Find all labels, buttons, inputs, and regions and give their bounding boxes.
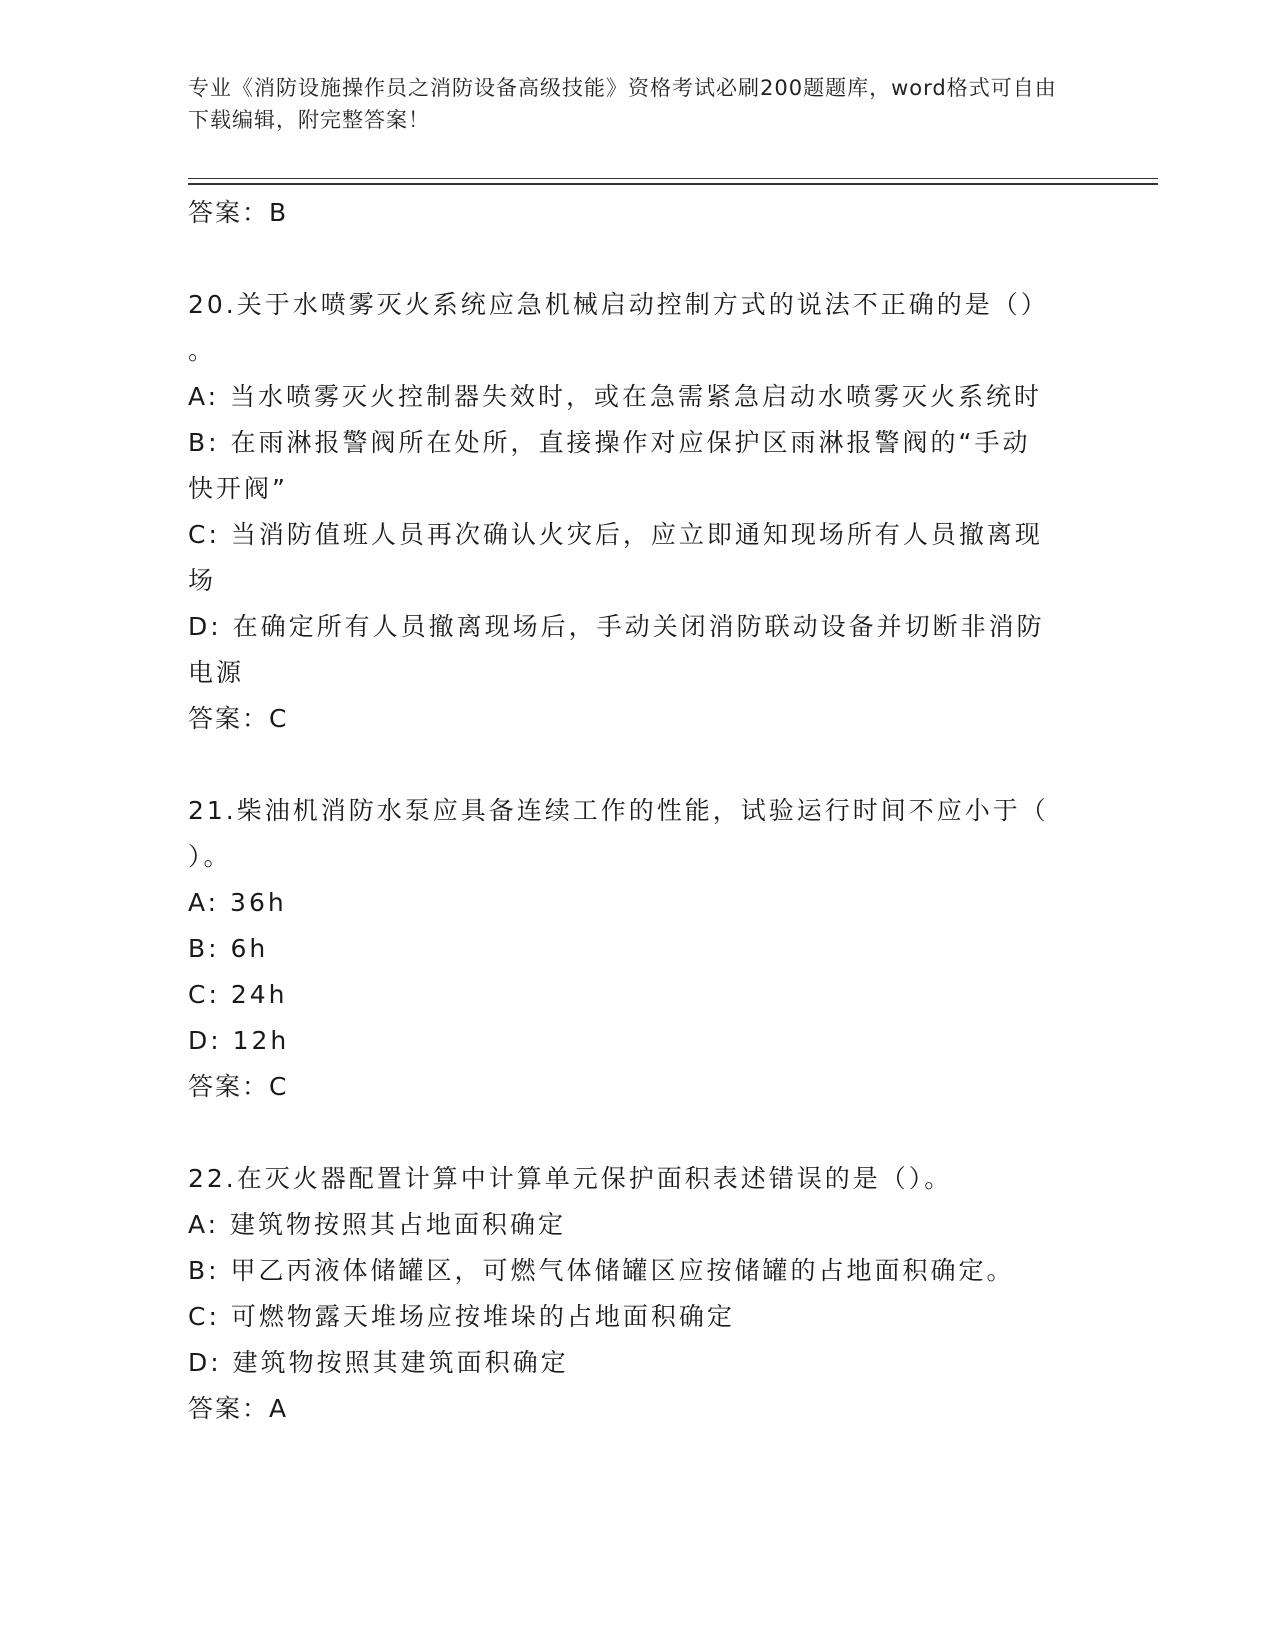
question-22 [188,1156,1088,1432]
option-d-continued: 电源 [188,658,245,687]
option-c: C: 当消防值班人员再次确认火灾后，应立即通知现场所有人员撤离现 [188,520,1043,549]
previous-answer: 答案：B [188,198,289,227]
option-b-continued: 快开阀” [188,474,288,503]
option-b: B: 甲乙丙液体储罐区，可燃气体储罐区应按储罐的占地面积确定。 [188,1256,1015,1285]
option-b: B: 在雨淋报警阀所在处所，直接操作对应保护区雨淋报警阀的“手动 [188,428,1031,457]
question-stem: ）。 [188,842,232,871]
option-c: C: 24h [188,980,288,1009]
document-header: 专业《消防设施操作员之消防设备高级技能》资格考试必刷200题题库，word格式可自由下载编辑，附完整答案！ [188,76,1057,132]
option-c-continued: 场 [188,566,217,595]
question-list [188,190,1088,1432]
option-d: D: 在确定所有人员撤离现场后，手动关闭消防联动设备并切断非消防 [188,612,1045,641]
option-a: A: 建筑物按照其占地面积确定 [188,1210,567,1239]
answer: 答案：C [188,704,289,733]
question-stem: 。 [188,336,217,365]
header-rule-thick [188,183,1158,185]
question-20 [188,282,1088,742]
option-a: A: 36h [188,888,287,917]
question-stem: 22.在灭火器配置计算中计算单元保护面积表述错误的是（）。 [188,1164,953,1193]
header-rule-thin [188,178,1158,179]
option-d: D: 12h [188,1026,290,1055]
option-a: A: 当水喷雾灭火控制器失效时，或在急需紧急启动水喷雾灭火系统时 [188,382,1043,411]
question-stem: 21.柴油机消防水泵应具备连续工作的性能，试验运行时间不应小于（ [188,796,1049,825]
option-d: D: 建筑物按照其建筑面积确定 [188,1348,569,1377]
question-stem: 20.关于水喷雾灭火系统应急机械启动控制方式的说法不正确的是（） [188,290,1049,319]
answer: 答案：C [188,1072,289,1101]
answer: 答案：A [188,1394,289,1423]
option-b: B: 6h [188,934,269,963]
option-c: C: 可燃物露天堆场应按堆垛的占地面积确定 [188,1302,735,1331]
question-21 [188,788,1088,1110]
